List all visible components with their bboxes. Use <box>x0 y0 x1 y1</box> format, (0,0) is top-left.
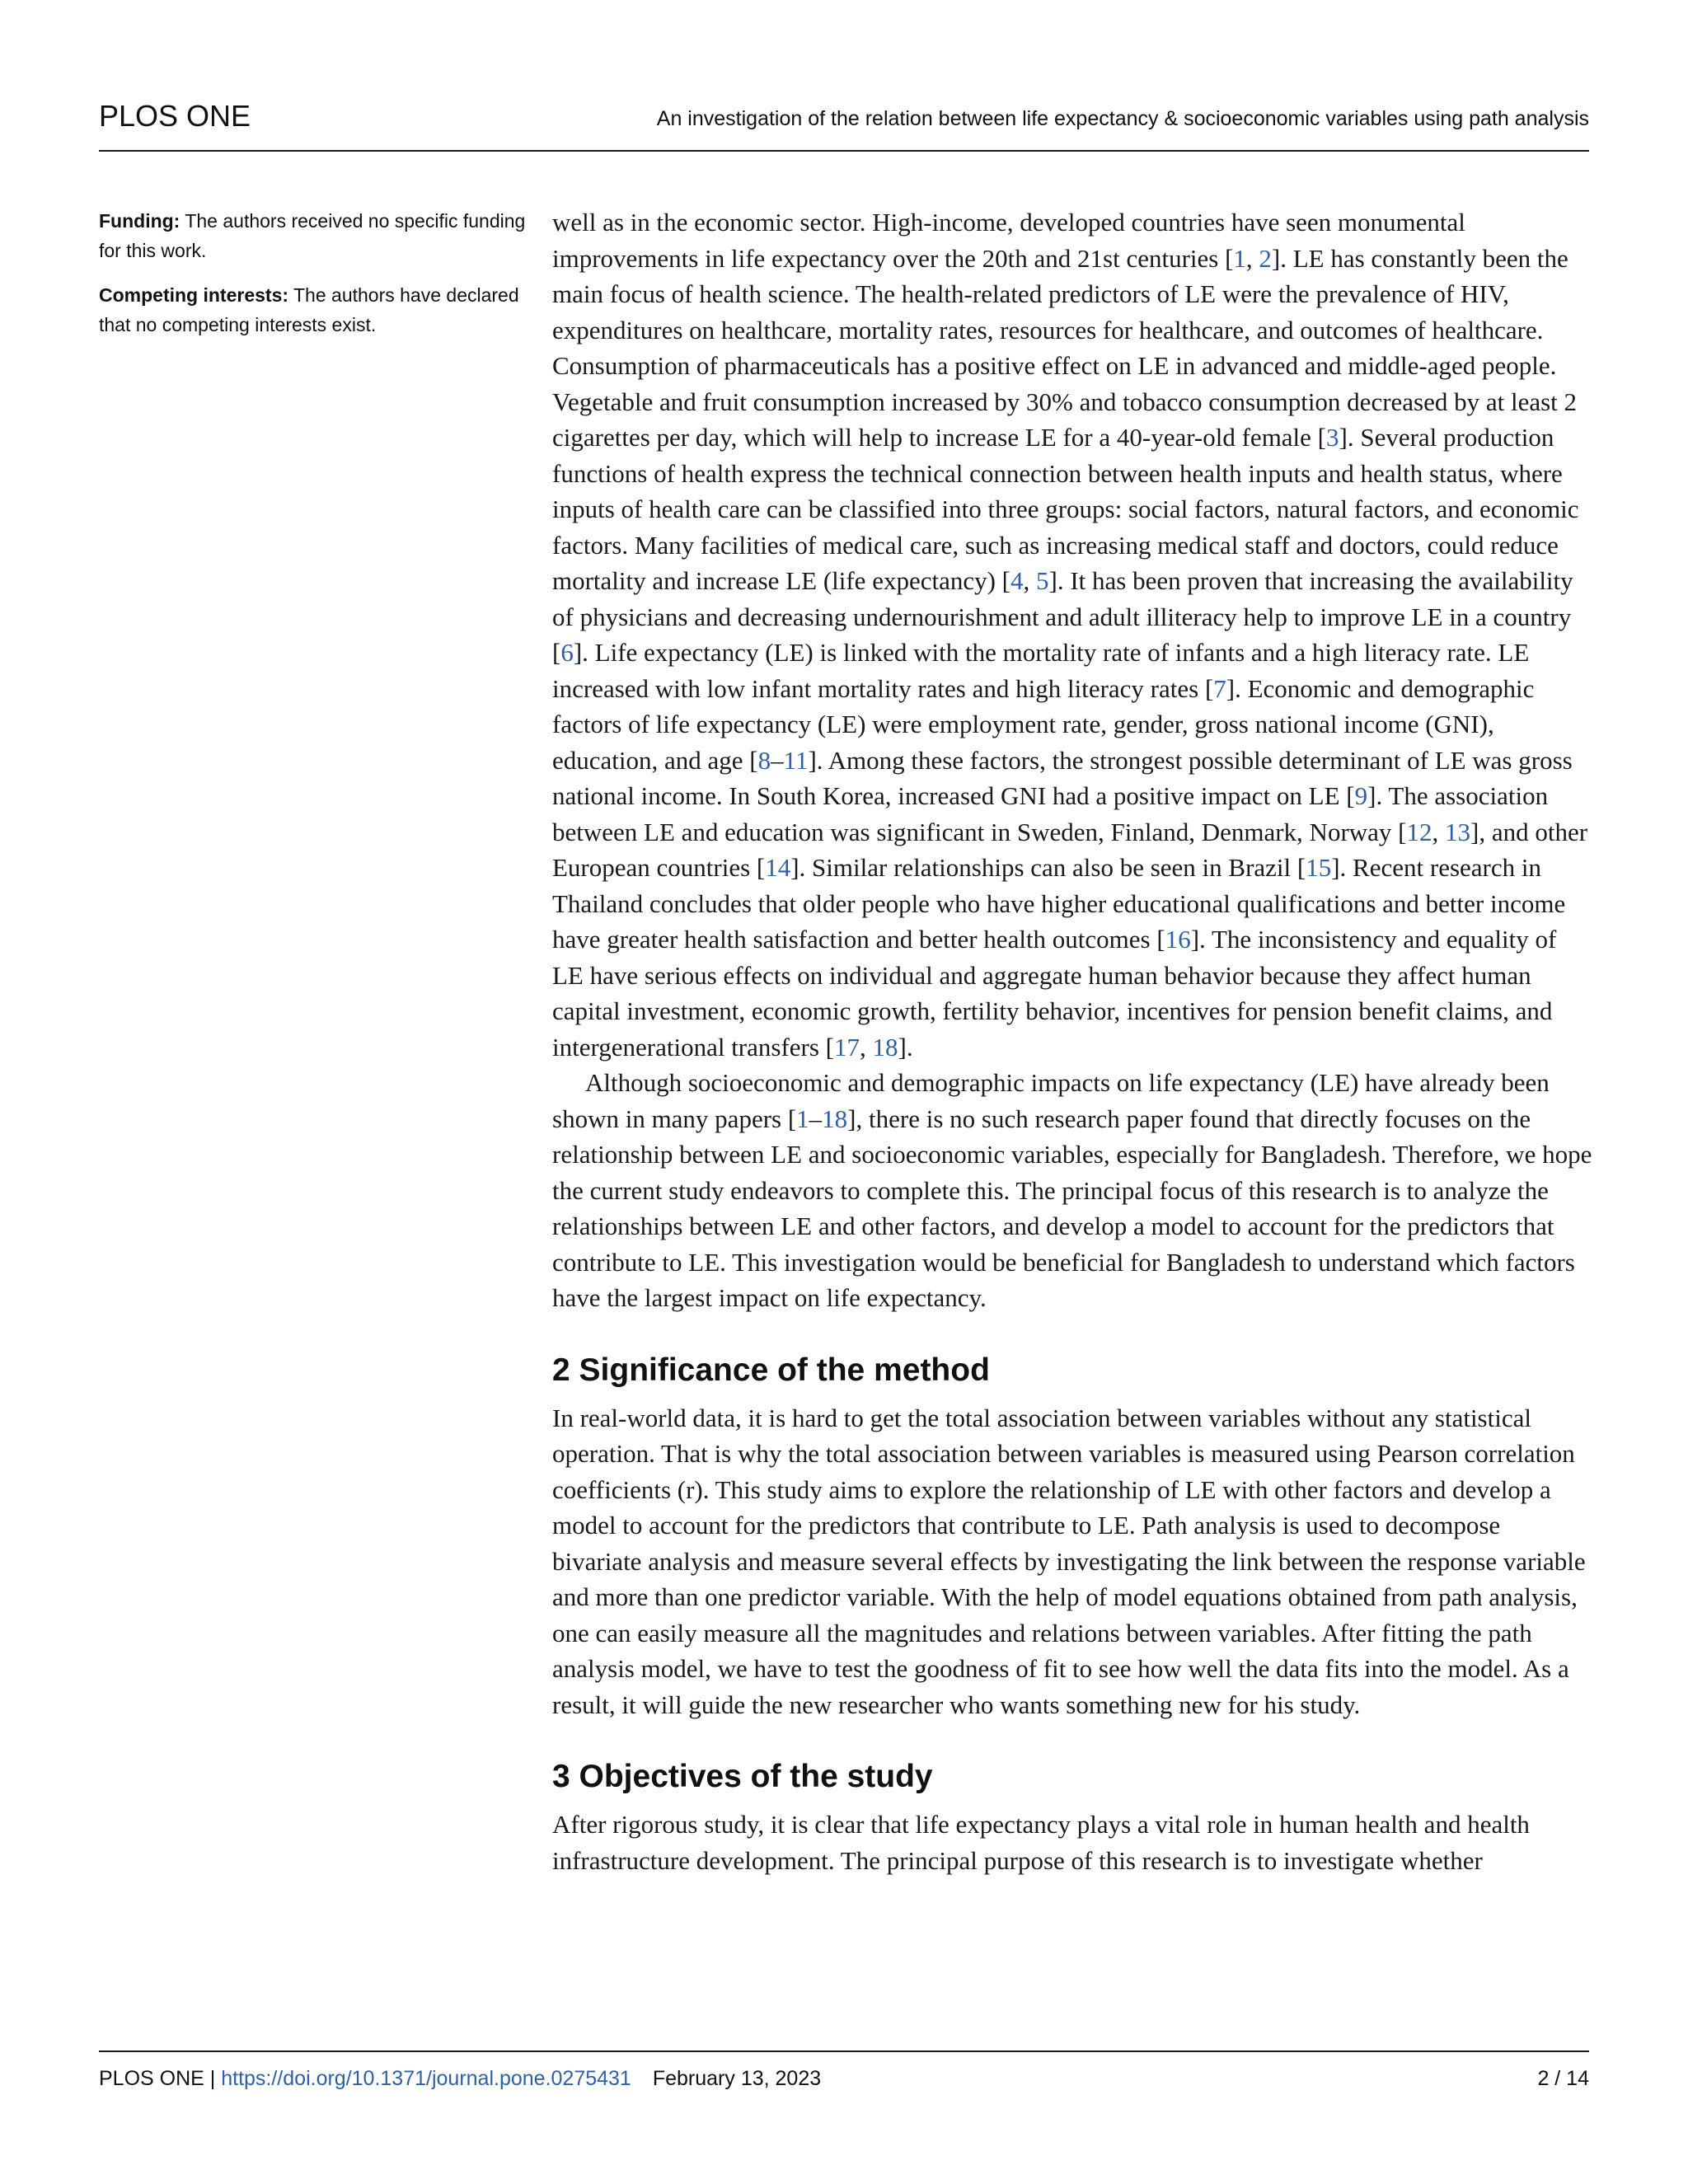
citation-link[interactable]: 7 <box>1213 673 1226 703</box>
body-text: , <box>860 1032 873 1062</box>
body-paragraph: In real-world data, it is hard to get the total association between variables without any statistical operation. That is why the total association between variables is measured using Pearson correlation coefficients (r). This study aims to explore the relationship of LE with other factors and develop a model to account for the predictors that contribute to LE. Path analysis is used to decompose bivariate analysis and measure several effects by investigating the link between the response variable and more than one predictor variable. With the help of model equations obtained from path analysis, one can easily measure all the magnitudes and relations between variables. After fitting the path analysis model, we have to test the goodness of fit to see how well the data fits into the model. As a result, it will guide the new researcher who wants something new for his study. <box>552 1403 1586 1719</box>
citation-link[interactable]: 5 <box>1036 566 1049 595</box>
body-text: , <box>1432 817 1445 846</box>
funding-text: The authors received no specific funding for this work. <box>99 210 526 261</box>
body-text: Although socioeconomic and demographic impacts on life expectancy (LE) have already been shown in many papers [ <box>552 1068 1550 1133</box>
article-sidebar <box>99 206 528 354</box>
section-heading: 2 Significance of the method <box>552 1352 990 1388</box>
citation-link[interactable]: 18 <box>822 1104 848 1133</box>
funding-statement <box>99 206 528 265</box>
article-body <box>552 204 1592 1878</box>
body-text: ]. The inconsistency and equality of LE have serious effects on individual and aggregate human behavior because they affect human capital investment, economic growth, fertility behavior, incentives for pension benefit claims, and intergenerational transfers [ <box>552 925 1557 1062</box>
citation-link[interactable]: 8 <box>757 745 771 775</box>
citation-link[interactable]: 17 <box>834 1032 860 1062</box>
funding-label: Funding: <box>99 210 181 232</box>
citation-link[interactable]: 1 <box>796 1104 809 1133</box>
body-text: ], there is no such research paper found that directly focuses on the relationship between LE and socioeconomic variables, especially for Bangladesh. Therefore, we hope the current study endeavors to complete this. The principal focus of this research is to analyze the relationships between LE and other factors, and develop a model to account for the predictors that contribute to LE. This investigation would be beneficial for Bangladesh to understand which factors have the largest impact on life expectancy. <box>552 1104 1592 1312</box>
body-text: ]. Recent research in Thailand concludes that older people who have higher educational qualifications and better income have greater health satisfaction and better health outcomes [ <box>552 853 1566 954</box>
body-text: ]. LE has constantly been the main focus of health science. The health-related predictors of LE were the prevalence of HIV, expenditures on healthcare, mortality rates, resources for healthcare, and outcomes of healthcare. Consumption of pharmaceuticals has a positive effect on LE in advanced and middle-aged people. Vegetable and fruit consumption increased by 30% and tobacco consumption decreased by at least 2 cigarettes per day, which will help to increase LE for a 40-year-old female [ <box>552 243 1578 452</box>
body-text: – <box>809 1104 823 1133</box>
citation-link[interactable]: 14 <box>765 853 791 882</box>
citation-link[interactable]: 16 <box>1165 925 1191 954</box>
citation-link[interactable]: 1 <box>1233 243 1246 273</box>
body-text: well as in the economic sector. High-income, developed countries have seen monumental improvements in life expectancy over the 20th and 21st centuries [ <box>552 208 1465 273</box>
body-text: ]. Similar relationships can also be seen in Brazil [ <box>790 853 1306 882</box>
journal-name: PLOS ONE <box>99 99 251 133</box>
competing-interests-text: The authors have declared that no competing interests exist. <box>99 284 519 335</box>
running-title: An investigation of the relation between life expectancy & socioeconomic variables using path analysis <box>656 107 1589 130</box>
body-text: – <box>771 745 784 775</box>
citation-link[interactable]: 11 <box>783 745 809 775</box>
body-paragraph <box>552 1065 1592 1316</box>
page-header <box>99 97 1589 152</box>
footer-journal: PLOS ONE | <box>99 2067 222 2090</box>
body-text: ]. <box>898 1032 913 1062</box>
body-paragraph: After rigorous study, it is clear that life expectancy plays a vital role in human health and health infrastructure development. The principal purpose of this research is to investigate whether <box>552 1810 1530 1875</box>
doi-link[interactable]: https://doi.org/10.1371/journal.pone.0275431 <box>221 2067 631 2090</box>
body-text: ]. It has been proven that increasing the availability of physicians and decreasing undernourishment and adult illiteracy help to improve LE in a country [ <box>552 566 1573 667</box>
page-footer <box>99 2050 1589 2091</box>
body-text: , <box>1023 566 1037 595</box>
body-text: ]. Economic and demographic factors of life expectancy (LE) were employment rate, gender, gross national income (GNI), education, and age [ <box>552 673 1535 775</box>
body-text: , <box>1245 243 1259 273</box>
section-heading: 3 Objectives of the study <box>552 1759 933 1794</box>
body-text: ]. Among these factors, the strongest possible determinant of LE was gross national income. In South Korea, increased GNI had a positive impact on LE [ <box>552 745 1573 810</box>
citation-link[interactable]: 13 <box>1445 817 1470 846</box>
body-text: ]. Life expectancy (LE) is linked with the mortality rate of infants and a high literacy rate. LE increased with low infant mortality rates and high literacy rates [ <box>552 638 1530 703</box>
body-text: ]. The association between LE and education was significant in Sweden, Finland, Denmark, Norway [ <box>552 781 1549 846</box>
competing-interests-label: Competing interests: <box>99 284 289 306</box>
body-text: ]. Several production functions of health express the technical connection between health inputs and health status, where inputs of health care can be classified into three groups: social factors, natural factors, and economic factors. Many facilities of medical care, such as increasing medical staff and doctors, could reduce mortality and increase LE (life expectancy) [ <box>552 423 1579 595</box>
citation-link[interactable]: 2 <box>1259 243 1272 273</box>
citation-link[interactable]: 9 <box>1354 781 1368 810</box>
citation-link[interactable]: 12 <box>1406 817 1432 846</box>
citation-link[interactable]: 15 <box>1306 853 1332 882</box>
citation-link[interactable]: 6 <box>560 638 574 667</box>
citation-link[interactable]: 4 <box>1010 566 1024 595</box>
page-number: 2 / 14 <box>1537 2067 1589 2090</box>
body-text: ], and other European countries [ <box>552 817 1588 882</box>
publication-date: February 13, 2023 <box>652 2067 822 2090</box>
body-paragraph <box>552 204 1592 1065</box>
citation-link[interactable]: 3 <box>1326 423 1339 452</box>
competing-interests-statement <box>99 280 528 340</box>
citation-link[interactable]: 18 <box>872 1032 898 1062</box>
